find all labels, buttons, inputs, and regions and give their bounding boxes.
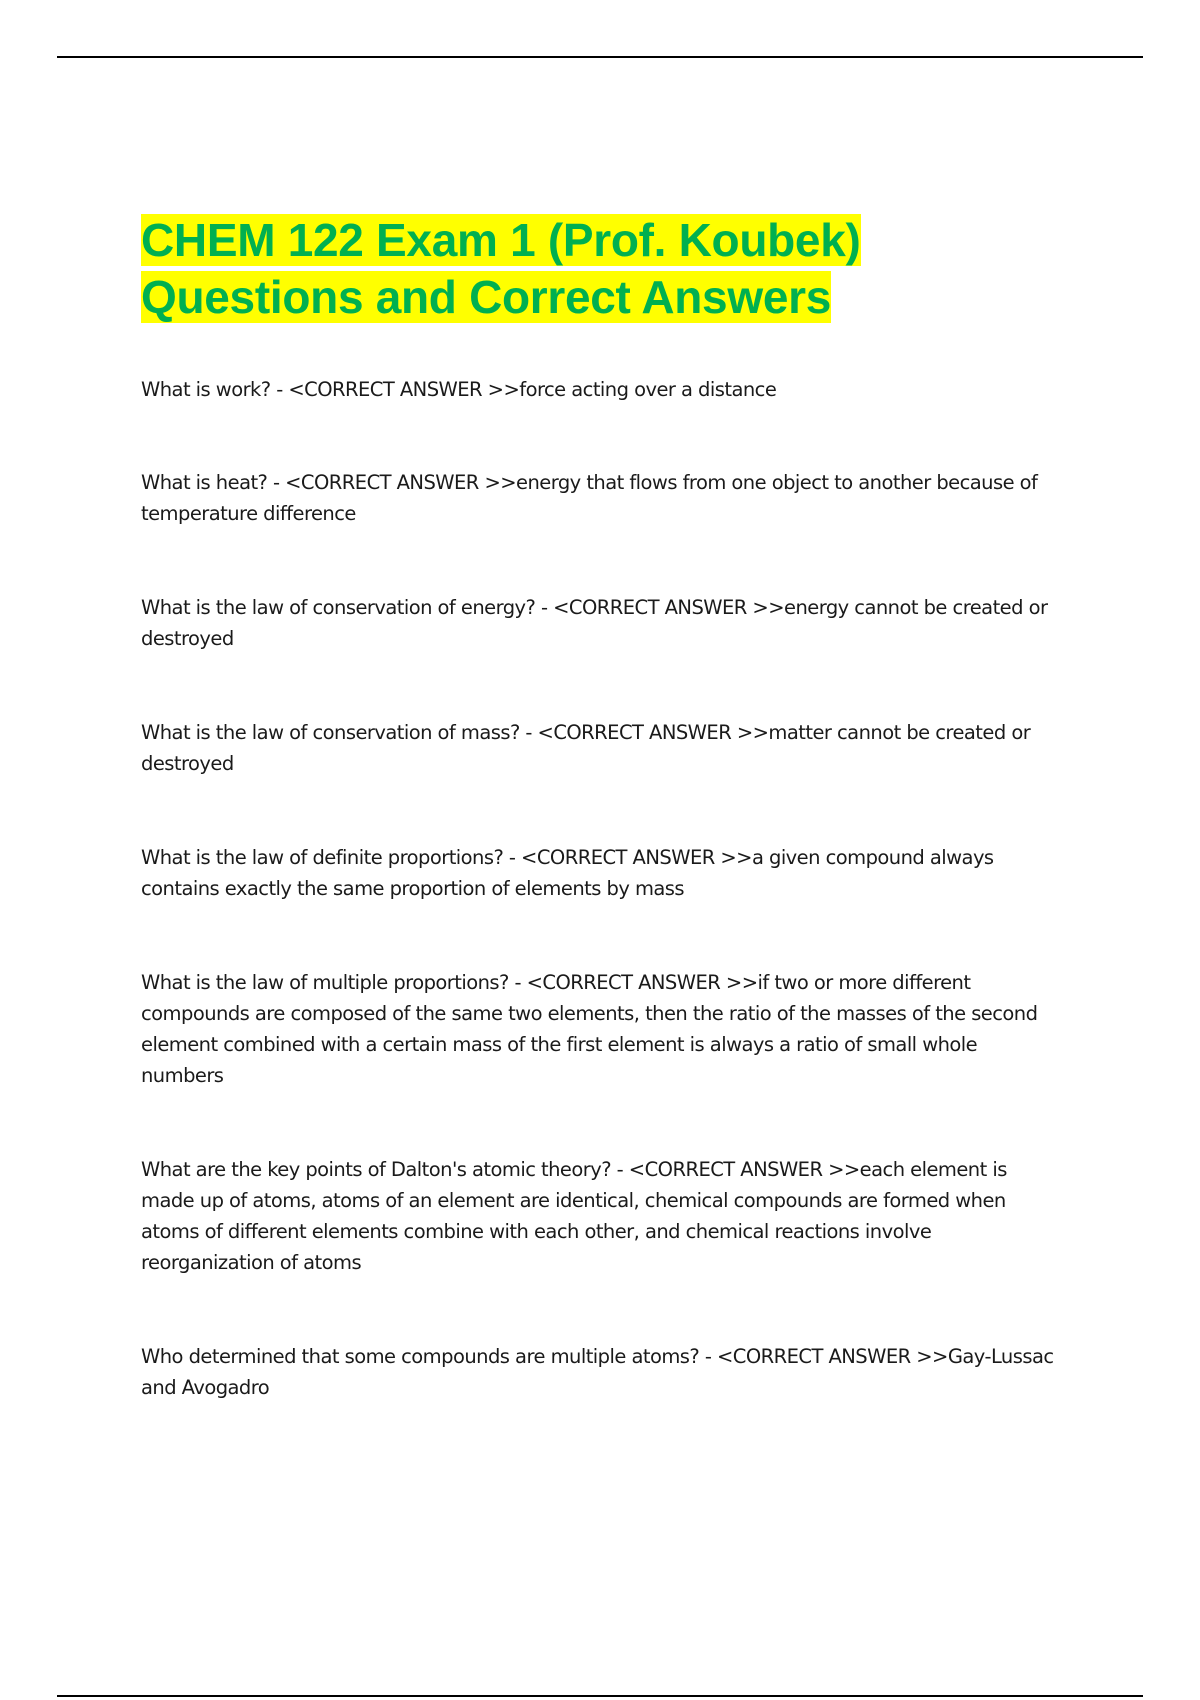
qa-item-multiple-proportions: What is the law of multiple proportions? - <CORRECT ANSWER >>if two or more different compounds are composed of the same two elements, then the ratio of the masses of the second element combined with a certain mass of the first element is always a ratio of small whole numbers bbox=[141, 971, 1038, 1087]
qa-item-dalton-theory: What are the key points of Dalton's atomic theory? - <CORRECT ANSWER >>each element is made up of atoms, atoms of an element are identical, chemical compounds are formed when atoms of different elements combine with each other, and chemical reactions involve reorganization of atoms bbox=[141, 1158, 1007, 1274]
qa-item-definite-proportions: What is the law of definite proportions? - <CORRECT ANSWER >>a given compound always contains exactly the same proportion of elements by mass bbox=[141, 846, 994, 900]
qa-item-heat: What is heat? - <CORRECT ANSWER >>energy that flows from one object to another because of temperature difference bbox=[141, 471, 1038, 525]
document-title bbox=[141, 212, 1101, 326]
qa-item-conservation-mass: What is the law of conservation of mass? - <CORRECT ANSWER >>matter cannot be created or destroyed bbox=[141, 721, 1031, 775]
qa-list bbox=[141, 374, 1061, 1466]
title-line-2: Questions and Correct Answers bbox=[141, 271, 831, 323]
title-line-1: CHEM 122 Exam 1 (Prof. Koubek) bbox=[141, 214, 861, 266]
qa-item-work: What is work? - <CORRECT ANSWER >>force acting over a distance bbox=[141, 378, 777, 401]
top-rule bbox=[57, 56, 1143, 58]
bottom-rule bbox=[57, 1695, 1143, 1697]
qa-item-conservation-energy: What is the law of conservation of energy? - <CORRECT ANSWER >>energy cannot be created or destroyed bbox=[141, 596, 1048, 650]
qa-item-gay-lussac-avogadro: Who determined that some compounds are multiple atoms? - <CORRECT ANSWER >>Gay-Lussac and Avogadro bbox=[141, 1345, 1054, 1399]
